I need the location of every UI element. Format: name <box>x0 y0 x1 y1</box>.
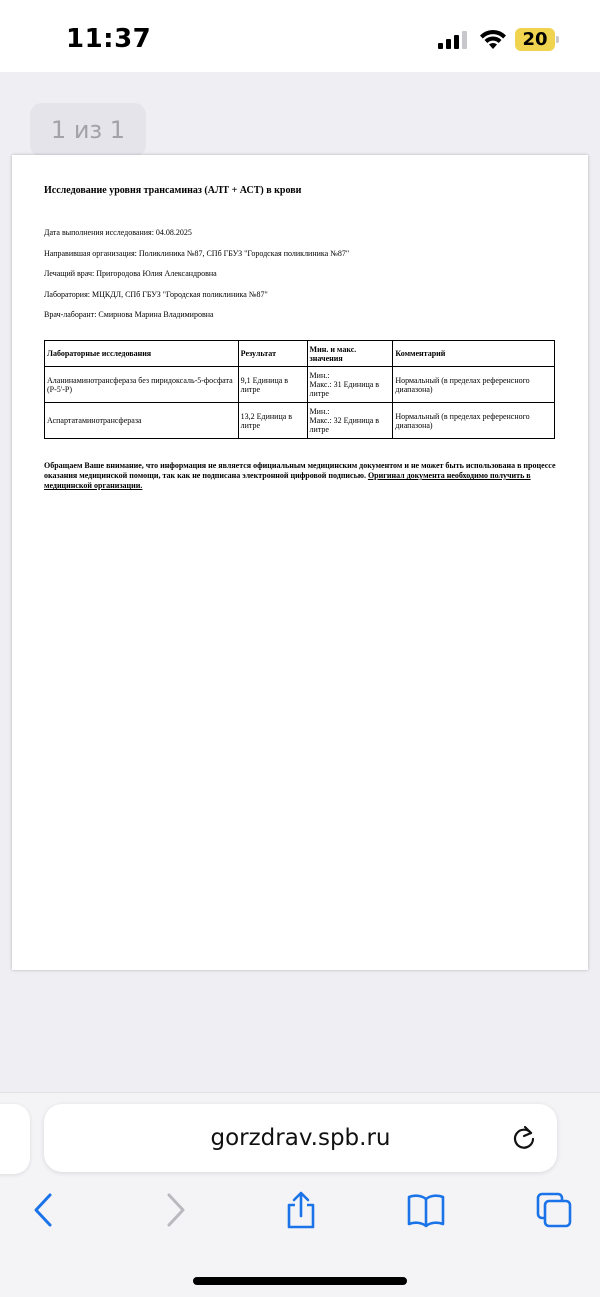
cell-test: Аспартатаминотрансфераза <box>45 403 239 439</box>
disclaimer-text: Обращаем Ваше внимание, что информация не является официальным медицинским документом и не может быть использована в процессе оказания медицинской помощи, так как не подписана электронной цифровой подписью. <box>44 461 556 480</box>
range-min: Мин.: <box>309 371 330 380</box>
battery-level: 20 <box>522 29 548 50</box>
table-row <box>45 403 555 439</box>
address-bar[interactable] <box>44 1104 557 1172</box>
document-title: Исследование уровня трансаминаз (АЛТ + АСТ) в крови <box>44 185 302 196</box>
info-laboratory: Лаборатория: МЦКДЛ, СПб ГБУЗ "Городская поликлиника №87" <box>44 290 268 299</box>
info-lab-technician: Врач-лаборант: Смирнова Марина Владимировна <box>44 310 214 319</box>
home-indicator[interactable] <box>193 1277 407 1285</box>
range-max: Макс.: 32 Единица в литре <box>309 416 380 434</box>
info-date: Дата выполнения исследования: 04.08.2025 <box>44 228 192 237</box>
table-row <box>45 367 555 403</box>
column-header-test: Лабораторные исследования <box>45 341 239 367</box>
bookmarks-icon[interactable] <box>406 1190 446 1230</box>
page-indicator: 1 из 1 <box>30 103 146 157</box>
info-doctor: Лечащий врач: Пригородова Юлия Александровна <box>44 269 217 278</box>
cell-range <box>307 403 393 439</box>
table-header-row <box>45 341 555 367</box>
share-icon[interactable] <box>281 1190 321 1230</box>
document-page <box>12 155 588 970</box>
column-header-result: Результат <box>238 341 307 367</box>
status-bar <box>0 0 600 72</box>
wifi-icon <box>479 28 507 50</box>
range-min: Мин.: <box>309 407 330 416</box>
info-organization: Направившая организация: Поликлиника №87, СПб ГБУЗ "Городская поликлиника №87" <box>44 249 350 258</box>
column-header-range: Мин. и макс. значения <box>307 341 393 367</box>
cell-comment: Нормальный (в пределах референсного диапазона) <box>393 403 555 439</box>
column-header-comment: Комментарий <box>393 341 555 367</box>
cell-test: Аланинаминотрансфераза без пиридоксаль-5-фосфата (P-5'-P) <box>45 367 239 403</box>
status-time: 11:37 <box>66 24 152 54</box>
disclaimer-underlined: Оригинал документа необходимо получить в медицинской организации. <box>44 471 531 490</box>
battery-icon <box>515 28 561 51</box>
back-chevron-icon[interactable] <box>24 1190 64 1230</box>
range-max: Макс.: 31 Единица в литре <box>309 380 380 398</box>
battery-cap <box>556 36 559 43</box>
cell-result: 9,1 Единица в литре <box>238 367 307 403</box>
cell-comment: Нормальный (в пределах референсного диапазона) <box>393 367 555 403</box>
url-text[interactable]: gorzdrav.spb.ru <box>210 1125 391 1151</box>
previous-tab-preview[interactable] <box>0 1104 30 1174</box>
cellular-signal-icon <box>438 31 468 49</box>
reload-icon[interactable] <box>510 1124 538 1152</box>
cell-range <box>307 367 393 403</box>
tabs-icon[interactable] <box>534 1190 574 1230</box>
disclaimer-notice <box>44 461 556 491</box>
forward-chevron-icon[interactable] <box>155 1190 195 1230</box>
cell-result: 13,2 Единица в литре <box>238 403 307 439</box>
lab-results-table <box>44 340 555 439</box>
